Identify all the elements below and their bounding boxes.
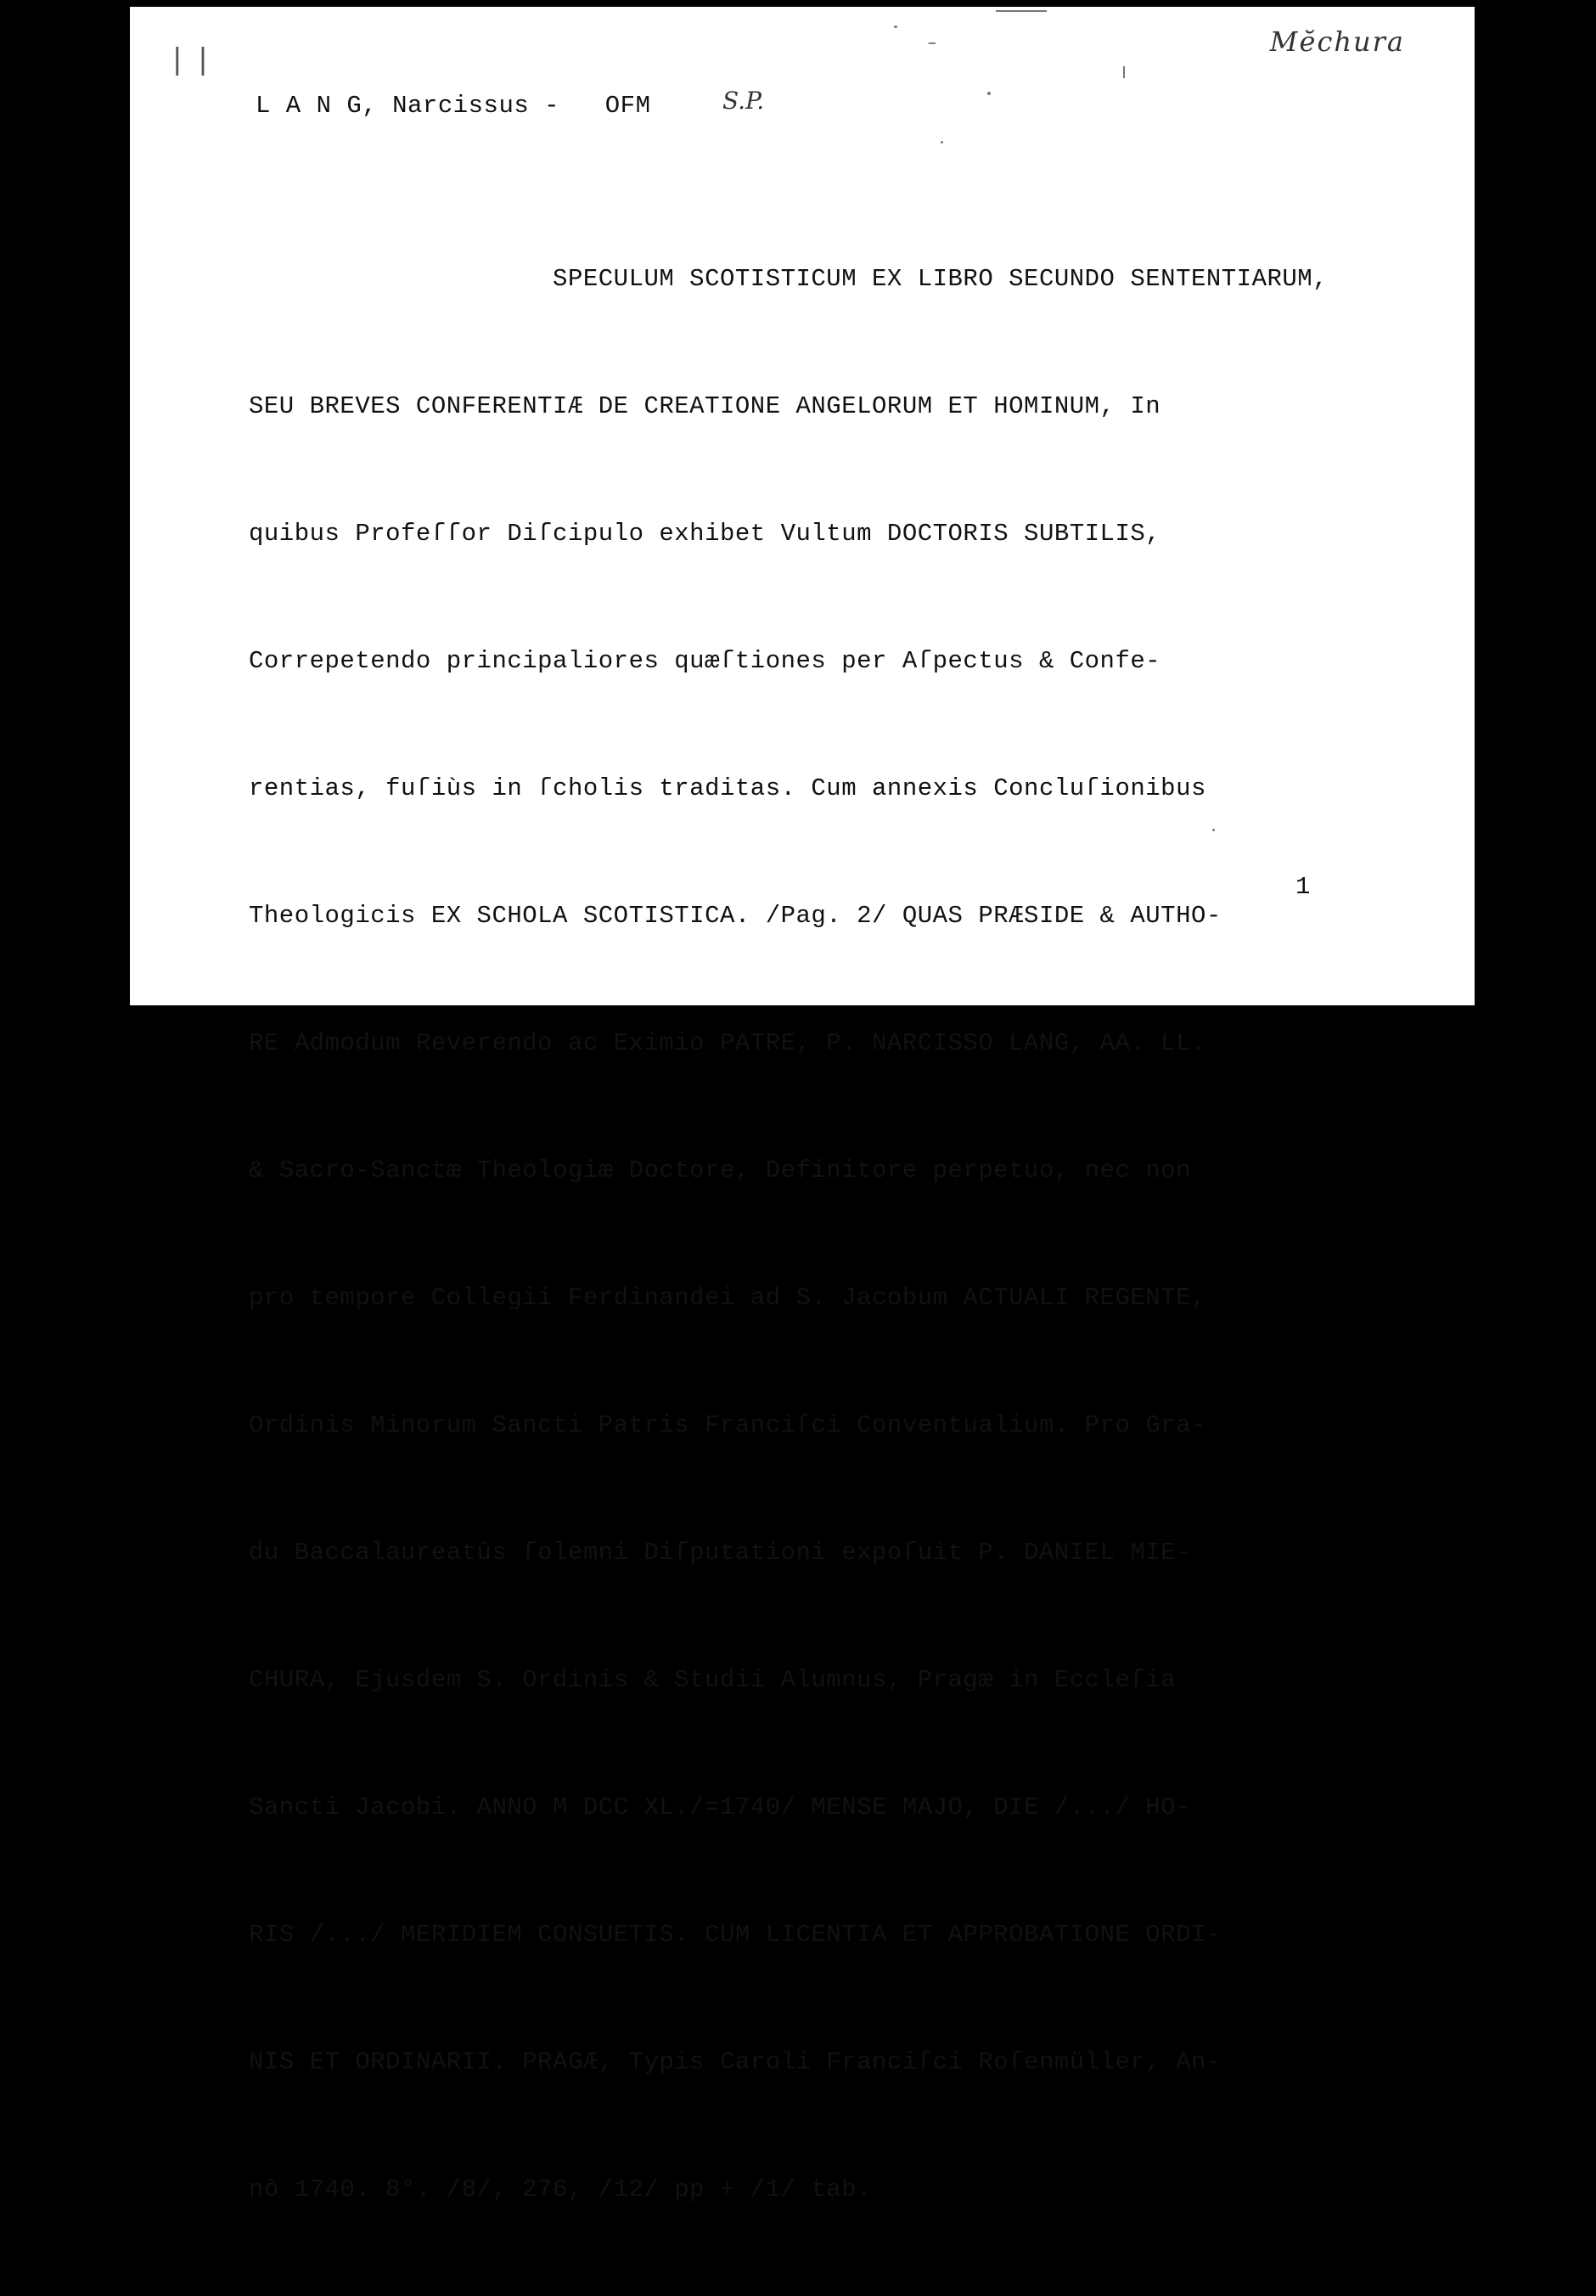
- description-line: SPECULUM SCOTISTICUM EX LIBRO SECUNDO SENTENTIARUM,: [249, 265, 1329, 293]
- description-line: Theologicis EX SCHOLA SCOTISTICA. /Pag. 2/ QUAS PRÆSIDE & AUTHO-: [249, 902, 1222, 930]
- page-number: 1: [1295, 873, 1311, 901]
- scan-speck: [1212, 829, 1215, 831]
- scan-speck: [996, 10, 1047, 12]
- description-line: & Sacro-Sanctæ Theologiæ Doctore, Definitore perpetuo, nec non: [249, 1156, 1191, 1185]
- description-line: pro tempore Collegii Ferdinandei ad S. Jacobum ACTUALI REGENTE,: [249, 1284, 1206, 1312]
- description-line: quibus Profeſſor Diſcipulo exhibet Vultum DOCTORIS SUBTILIS,: [249, 520, 1161, 548]
- handwritten-order-annotation: S.P.: [722, 87, 765, 115]
- scan-speck: [1123, 66, 1125, 78]
- description-line: Ordinis Minorum Sancti Patris Franciſci Conventualium. Pro Gra-: [249, 1411, 1206, 1439]
- description-line: RIS /.../ MERIDIEM CONSUETIS. CUM LICENTIA ET APPROBATIONE ORDI-: [249, 1921, 1222, 1949]
- bibliographic-description: [249, 173, 1328, 2296]
- corner-marks: | |: [172, 42, 211, 76]
- description-line: nô 1740. 8°. /8/, 276, /12/ pp + /1/ tab.: [249, 2175, 873, 2203]
- scan-speck: [941, 141, 943, 144]
- scan-speck: [987, 92, 991, 95]
- author-heading: L A N G, Narcissus - OFM: [256, 92, 651, 120]
- description-line: RE Admodum Reverendo ac Eximio PATRE, P. NARCISSO LANG, AA. LL.: [249, 1029, 1206, 1057]
- description-line: NIS ET ORDINARII. PRAGÆ, Typis Caroli Franciſci Roſenmüller, An-: [249, 2048, 1222, 2076]
- handwritten-name-note: Mĕchura: [1269, 25, 1405, 58]
- description-line: SEU BREVES CONFERENTIÆ DE CREATIONE ANGELORUM ET HOMINUM, In: [249, 392, 1161, 420]
- description-line: CHURA, Ejusdem S. Ordinis & Studii Alumnus, Pragæ in Eccleſia: [249, 1666, 1177, 1694]
- description-line: du Baccalaureatûs ſolemni Diſputationi expoſuit P. DANIEL MIE-: [249, 1539, 1191, 1567]
- catalog-card: [130, 7, 1475, 2203]
- description-line: rentias, fuſiùs in ſcholis traditas. Cum annexis Concluſionibus: [249, 774, 1206, 802]
- description-line: Correpetendo principaliores quæſtiones per Aſpectus & Confe-: [249, 647, 1161, 675]
- scan-speck: [894, 25, 897, 28]
- scan-speck: [928, 42, 936, 44]
- description-line: Sancti Jacobi. ANNO M DCC XL./=1740/ MENSE MAJO, DIE /.../ HO-: [249, 1793, 1191, 1821]
